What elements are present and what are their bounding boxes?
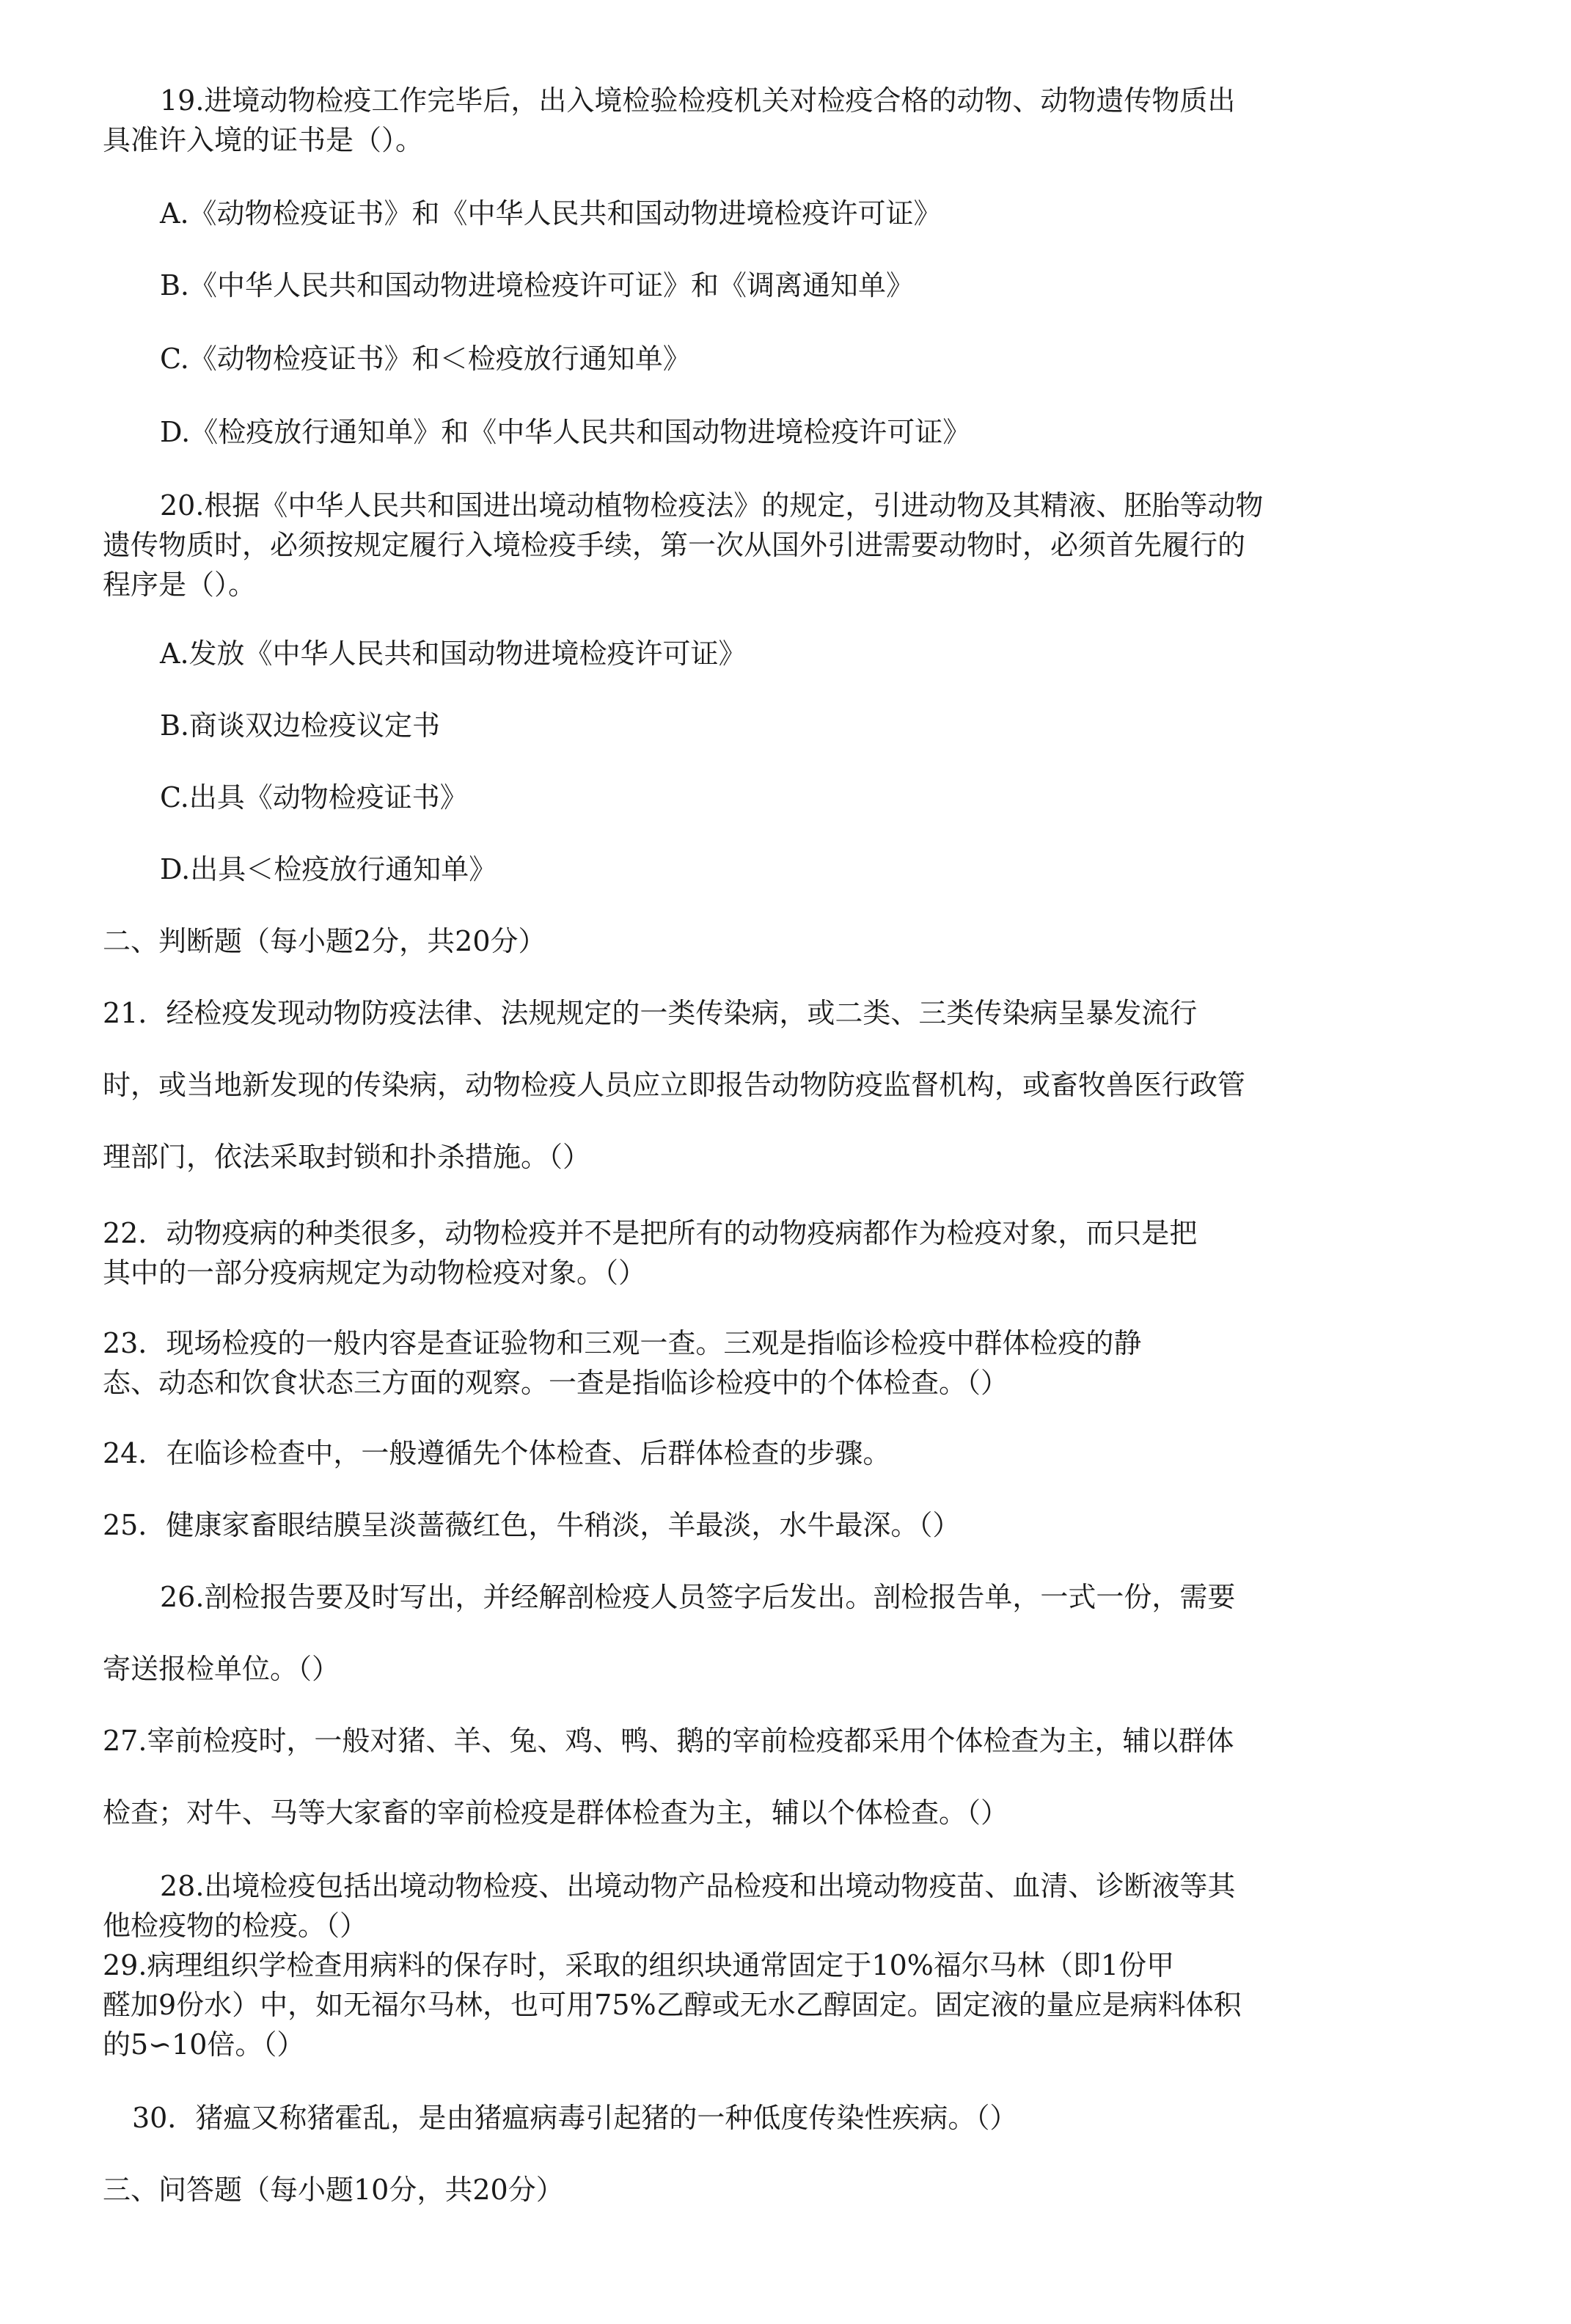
q20-option-c: C.出具《动物检疫证书》 xyxy=(160,781,468,814)
section-2-heading: 二、判断题（每小题2分，共20分） xyxy=(103,925,546,957)
q29-line-1: 29.病理组织学检查用病料的保存时，采取的组织块通常固定于10%福尔马林（即1份甲 xyxy=(103,1949,1175,1981)
q19-option-d: D.《检疫放行通知单》和《中华人民共和国动物进境检疫许可证》 xyxy=(160,416,971,448)
q21-line-1: 21．经检疫发现动物防疫法律、法规规定的一类传染病，或二类、三类传染病呈暴发流行 xyxy=(103,997,1198,1029)
q27-line-2: 检查；对牛、马等大家畜的宰前检疫是群体检查为主，辅以个体检查。（） xyxy=(103,1797,1009,1829)
q21-line-2: 时，或当地新发现的传染病，动物检疫人员应立即报告动物防疫监督机构，或畜牧兽医行政管 xyxy=(103,1069,1246,1101)
q20-stem-line-3: 程序是（）。 xyxy=(103,569,257,601)
q29-line-3: 的5∽10倍。（） xyxy=(103,2028,305,2061)
q26-line-1: 26.剖检报告要及时写出，并经解剖检疫人员签字后发出。剖检报告单，一式一份，需要 xyxy=(160,1581,1236,1613)
q19-option-a: A.《动物检疫证书》和《中华人民共和国动物进境检疫许可证》 xyxy=(160,197,942,230)
q19-option-b: B.《中华人民共和国动物进境检疫许可证》和《调离通知单》 xyxy=(160,269,915,302)
q19-stem-line-1: 19.进境动物检疫工作完毕后，出入境检验检疫机关对检疫合格的动物、动物遗传物质出 xyxy=(160,84,1236,117)
q28-line-2: 他检疫物的检疫。（） xyxy=(103,1910,368,1942)
q20-option-b: B.商谈双边检疫议定书 xyxy=(160,709,441,742)
q22-line-1: 22．动物疫病的种类很多，动物检疫并不是把所有的动物疫病都作为检疫对象，而只是把 xyxy=(103,1217,1198,1249)
q22-line-2: 其中的一部分疫病规定为动物检疫对象。（） xyxy=(103,1257,647,1289)
q21-line-3: 理部门，依法采取封锁和扑杀措施。（） xyxy=(103,1141,591,1173)
q30-line: 30．猪瘟又称猪霍乱，是由猪瘟病毒引起猪的一种低度传染性疾病。（） xyxy=(132,2102,1018,2134)
q29-line-2: 醛加9份水）中，如无福尔马林，也可用75%乙醇或无水乙醇固定。固定液的量应是病料体积 xyxy=(103,1989,1242,2021)
q20-option-a: A.发放《中华人民共和国动物进境检疫许可证》 xyxy=(160,637,747,670)
q20-option-d: D.出具＜检疫放行通知单》 xyxy=(160,853,497,885)
q27-line-1: 27.宰前检疫时，一般对猪、羊、兔、鸡、鸭、鹅的宰前检疫都采用个体检查为主，辅以群体 xyxy=(103,1725,1234,1757)
q26-line-2: 寄送报检单位。（） xyxy=(103,1653,340,1685)
q24-line: 24．在临诊检查中，一般遵循先个体检查、后群体检查的步骤。 xyxy=(103,1437,891,1469)
q25-line: 25．健康家畜眼结膜呈淡蔷薇红色，牛稍淡，羊最淡，水牛最深。（） xyxy=(103,1509,961,1541)
q28-line-1: 28.出境检疫包括出境动物检疫、出境动物产品检疫和出境动物疫苗、血清、诊断液等其 xyxy=(160,1870,1236,1902)
q20-stem-line-2: 遗传物质时，必须按规定履行入境检疫手续，第一次从国外引进需要动物时，必须首先履行的 xyxy=(103,529,1246,561)
section-3-heading: 三、问答题（每小题10分，共20分） xyxy=(103,2174,564,2206)
q19-option-c: C.《动物检疫证书》和＜检疫放行通知单》 xyxy=(160,343,691,375)
q23-line-2: 态、动态和饮食状态三方面的观察。一查是指临诊检疫中的个体检查。（） xyxy=(103,1367,1009,1399)
q19-stem-line-2: 具准许入境的证书是（）。 xyxy=(103,124,424,156)
q23-line-1: 23．现场检疫的一般内容是查证验物和三观一查。三观是指临诊检疫中群体检疫的静 xyxy=(103,1327,1142,1359)
q20-stem-line-1: 20.根据《中华人民共和国进出境动植物检疫法》的规定，引进动物及其精液、胚胎等动物 xyxy=(160,489,1264,522)
